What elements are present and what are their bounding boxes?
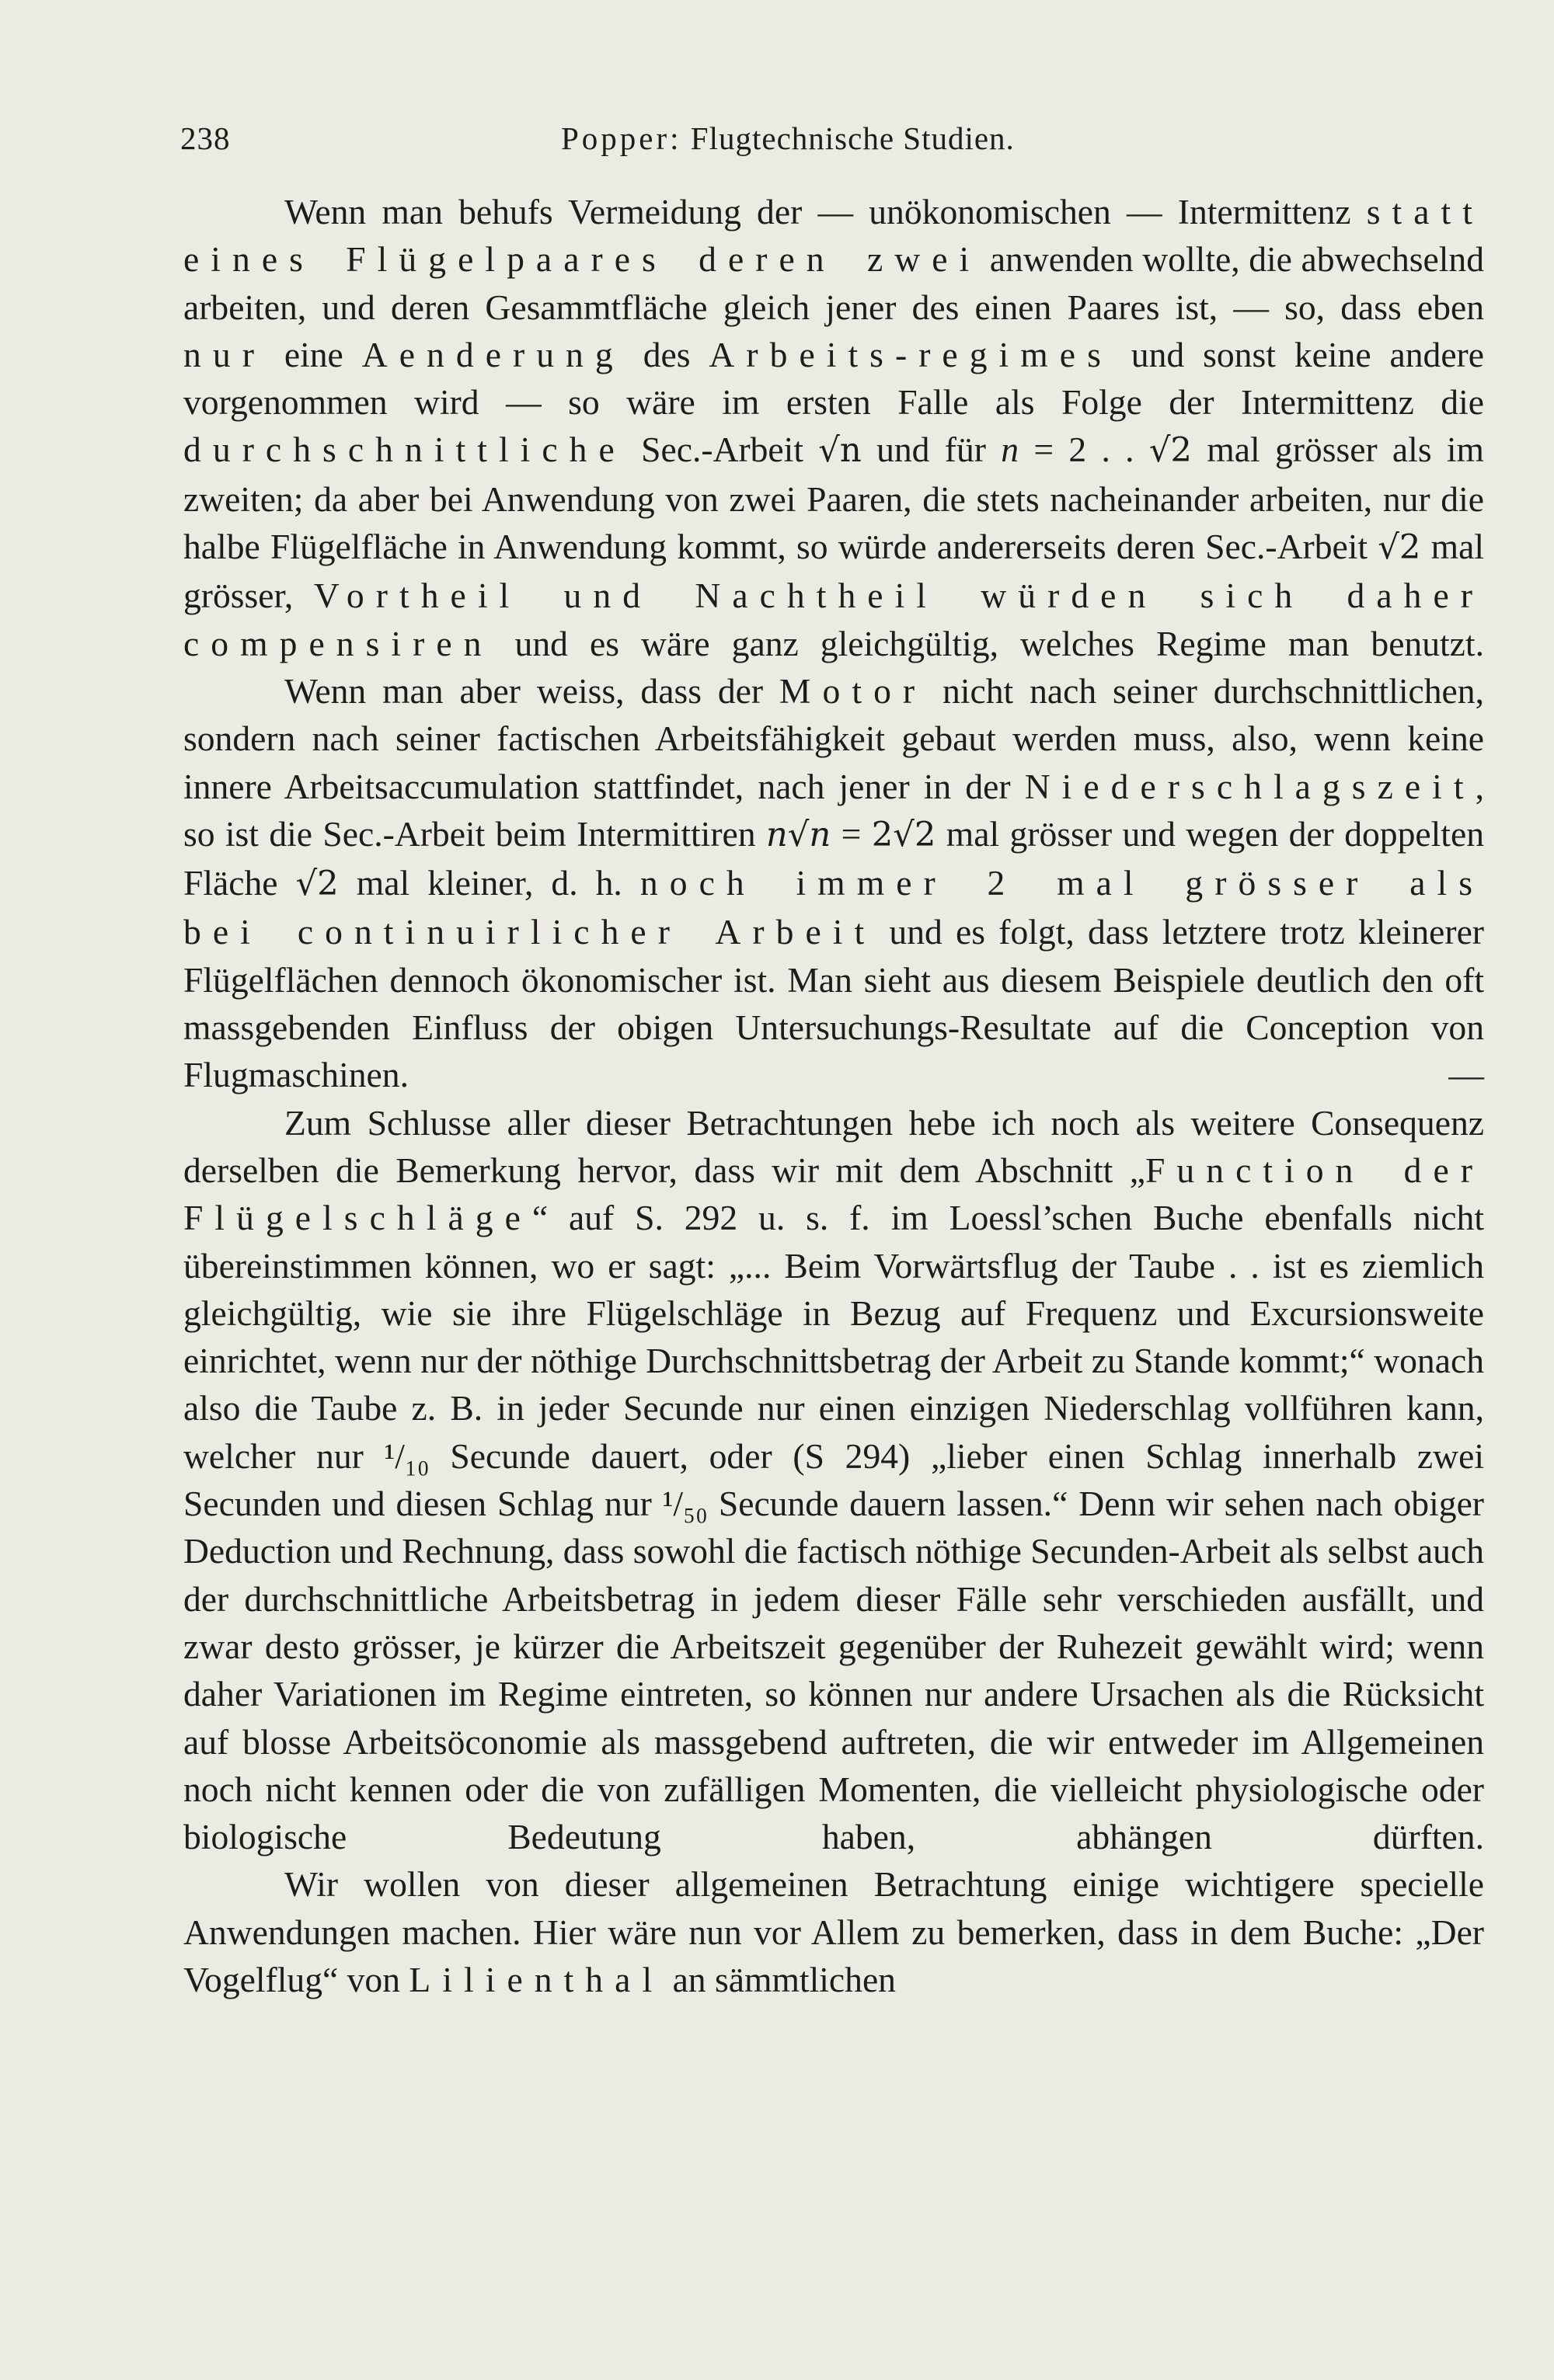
text-span: = <box>831 813 872 854</box>
page-header <box>180 115 1486 162</box>
emphasis-spaced: Arbeits-regimes <box>709 334 1113 374</box>
text-span: Wir wollen von dieser allgemeinen Betrachtung einige wichtigere specielle Anwendungen machen. Hier wäre nun vor Allem zu bemerken, dass in dem Buche: „Der Vogelflug“ von <box>183 1864 1484 1999</box>
text-span: nicht nach seiner durchschnittlichen, sondern nach seiner factischen Arbeitsfähigkeit gebaut werden muss, also, wenn keine innere Arbeitsaccumulation stattfindet, nach jener in der <box>183 670 1484 806</box>
running-head-title: Flugtechnische Studien. <box>690 120 1015 156</box>
text-span: mal grösser als im zweiten; da aber bei Anwendung von zwei Paaren, die stets nacheinander arbeiten, nur die halbe Flügelfläche in Anwendung kommt, so würde andererseits deren Sec.-Arbeit <box>183 430 1484 567</box>
text-span: und es wäre ganz gleichgültig, welches Regime man benutzt. <box>493 623 1484 663</box>
text-span: des <box>624 334 709 374</box>
text-span: mal grösser und wegen der doppelten Fläche <box>183 813 1484 903</box>
math-variable-n: n <box>1001 430 1019 470</box>
text-span: = 2 . . <box>1019 430 1149 470</box>
text-span: Wenn man aber weiss, dass der <box>284 670 779 711</box>
page-number: 238 <box>180 120 231 156</box>
running-head <box>561 115 1015 162</box>
running-head-author: Popper: <box>561 120 682 156</box>
math-n-sqrt-n: n√n <box>765 815 831 854</box>
text-span: Zum Schlusse aller dieser Betrachtungen hebe ich noch als weitere Consequenz derselben die Bemerkung hervor, dass wir mit dem Abschnitt „ <box>183 1102 1484 1190</box>
text-span: und für <box>861 430 1002 470</box>
text-span: , so ist die Sec.-Arbeit beim Intermittiren <box>183 766 1484 854</box>
body-text <box>183 188 1484 2003</box>
text-span: Wenn man behufs Vermeidung der — unökonomischen — Intermittenz <box>284 192 1367 231</box>
text-span: Sec.-Arbeit <box>625 430 819 470</box>
emphasis-spaced: statt eines Flügelpaares deren zwei <box>183 192 1484 280</box>
emphasis-spaced: noch immer 2 mal grösser als bei continuirlicher Arbeit <box>183 863 1484 952</box>
text-span: und es folgt, dass letztere trotz kleinerer Flügelflächen dennoch ökonomischer ist. Man sieht aus diesem Beispiele deutlich den oft massgebenden Einfluss der obigen Untersuchungs-Resultate auf die Conception von Flugmaschinen. — <box>183 912 1484 1095</box>
math-2-sqrt-2: 2√2 <box>871 815 936 854</box>
emphasis-spaced: Motor <box>779 670 927 711</box>
emphasis-spaced: Aenderung <box>361 334 625 374</box>
paragraph-2 <box>183 667 1484 1099</box>
math-sqrt-2: √2 <box>295 865 339 904</box>
paragraph-4 <box>183 1860 1484 2003</box>
paragraph-3 <box>183 1099 1484 1861</box>
text-span: mal grösser, <box>183 527 1484 616</box>
math-sqrt-n: √n <box>818 431 862 471</box>
emphasis-spaced: Vortheil und Nachtheil würden sich daher compensiren <box>183 576 1484 663</box>
text-span: mal kleiner, d. h. <box>338 863 640 903</box>
emphasis-spaced: durchschnittliche <box>183 430 626 470</box>
text-span: “ auf S. 292 u. s. f. im Loessl’schen Buche ebenfalls nicht übereinstimmen können, wo er sagt: „... Beim Vorwärtsflug der Taube . . ist es ziemlich gleichgültig, wie sie ihre Flügelschläge in Bezug auf Frequenz und Excursionsweite einrichtet, wenn nur der nöthige Durchschnittsbetrag der Arbeit zu Stande kommt;“ wonach also die Taube z. B. in jeder Secunde nur einen einzigen Niederschlag vollführen kann, welcher nur ¹/₁₀ Secunde dauert, oder (S 294) „lieber einen Schlag innerhalb zwei Secunden und diesen Schlag nur ¹/₅₀ Secunde dauern lassen.“ Denn wir sehen nach obiger Deduction und Rechnung, dass sowohl die factisch nöthige Secunden-Arbeit als selbst auch der durchschnittliche Arbeitsbetrag in jedem dieser Fälle sehr verschieden ausfällt, und zwar desto grösser, je kürzer die Arbeitszeit gegenüber der Ruhezeit gewählt wird; wenn daher Variationen im Regime eintreten, so können nur andere Ursachen als die Rücksicht auf blosse Arbeitsöconomie als massgebend auftreten, die wir entweder im Allgemeinen noch nicht kennen oder die von zufälligen Momenten, die vielleicht physiologische oder biologische Bedeutung haben, abhängen dürften. <box>183 1198 1484 1857</box>
emphasis-spaced: Lilienthal <box>409 1959 664 1999</box>
emphasis-spaced: Function der Flügelschläge <box>183 1150 1484 1238</box>
emphasis-spaced: Niederschlagszeit <box>1024 766 1476 806</box>
emphasis-spaced: nur <box>183 334 266 374</box>
text-span: an sämmtlichen <box>664 1959 896 1999</box>
math-sqrt-2: √2 <box>1148 431 1192 471</box>
text-span: anwenden wollte, die abwechselnd arbeiten, und deren Gesammtfläche gleich jener des einen Paares ist, — so, dass eben <box>183 239 1484 327</box>
math-sqrt-2: √2 <box>1378 528 1421 568</box>
paragraph-1 <box>183 188 1484 667</box>
text-span: eine <box>265 334 362 374</box>
text-span: und sonst keine andere vorgenommen wird — so wäre im ersten Falle als Folge der Intermittenz die <box>183 334 1484 423</box>
